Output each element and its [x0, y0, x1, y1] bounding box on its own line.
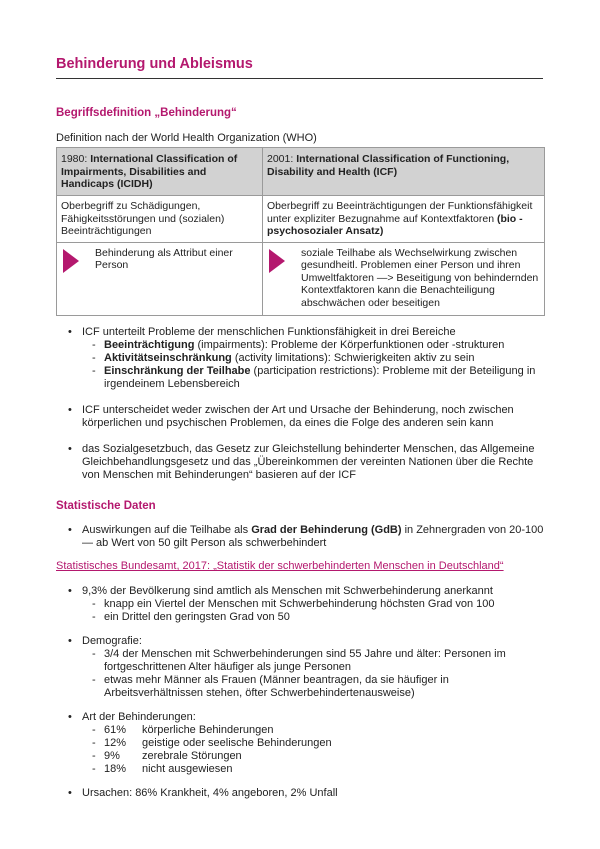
icidh-header: 1980: International Classification of Impairments, Disabilities and Handicaps (ICIDH): [57, 148, 263, 196]
list-item: • ICF unterscheidet weder zwischen der Art und Ursache der Behinderung, noch zwischen körperlichen und psychischen Problemen, da eines die Folge des anderen sein kann: [56, 404, 544, 430]
list-item: • das Sozialgesetzbuch, das Gesetz zur Gleichstellung behinderter Menschen, das Allgemeine Gleichbehandlungsgesetz und das „Übereinkommen der vereinten Nationen über die Rechte von Menschen mit Behinderungen“ basieren auf der ICF: [56, 443, 544, 482]
who-intro: Definition nach der World Health Organization (WHO): [56, 132, 317, 144]
list-subitem: - ein Drittel den geringsten Grad von 50: [82, 611, 544, 624]
icf-note: soziale Teilhabe als Wechselwirkung zwischen gesundheitl. Problemen einer Person und ihren Umweltfaktoren —> Beseitigung von behindernden Kontextfaktoren kann die Benachteiligung abschwächen oder beseitigen: [263, 242, 545, 315]
icidh-definition: Oberbegriff zu Schädigungen, Fähigkeitsstörungen und (sozialen) Beeinträchtigungen: [57, 196, 263, 243]
statistics-bullet-list: [56, 585, 544, 800]
list-subitem: - knapp ein Viertel der Menschen mit Schwerbehinderung höchsten Grad von 100: [82, 598, 544, 611]
arrow-right-icon: [63, 249, 79, 273]
source-link[interactable]: Statistisches Bundesamt, 2017: „Statistik der schwerbehinderten Menschen in Deutschland“: [56, 560, 504, 572]
who-comparison-table: [56, 147, 545, 316]
section-heading-statistics: Statistische Daten: [56, 500, 156, 512]
icf-definition: Oberbegriff zu Beeinträchtigungen der Funktionsfähigkeit unter expliziter Bezugnahme auf Kontextfaktoren (bio - psychosozialer Ansatz): [263, 196, 545, 243]
icidh-note: Behinderung als Attribut einer Person: [57, 242, 263, 315]
arrow-right-icon: [269, 249, 285, 273]
list-subitem: - 3/4 der Menschen mit Schwerbehinderungen sind 55 Jahre und älter: Personen im fortgeschrittenen Alter häufiger als junge Personen: [82, 648, 544, 674]
list-subitem: - 18% nicht ausgewiesen: [82, 763, 544, 776]
list-subitem: - Aktivitätseinschränkung (activity limitations): Schwierigkeiten aktiv zu sein: [82, 352, 544, 365]
gdb-bullet-list: [56, 524, 544, 550]
page-title: Behinderung und Ableismus: [56, 56, 253, 72]
list-subitem: - 9% zerebrale Störungen: [82, 750, 544, 763]
title-divider: [56, 78, 543, 79]
icf-bullet-list: [56, 326, 544, 482]
list-subitem: - 12% geistige oder seelische Behinderungen: [82, 737, 544, 750]
list-item: • Ursachen: 86% Krankheit, 4% angeboren, 2% Unfall: [56, 787, 544, 800]
list-item: • Demografie: - 3/4 der Menschen mit Schwerbehinderungen sind 55 Jahre und älter: Personen im fortgeschrittenen Alter häufiger als junge Personen - etwas mehr Männer als Frauen (Männer beantragen, da sie häufiger in Arbeitsverhältnissen stehen, öfter Schwerbehindertenausweise): [56, 635, 544, 700]
list-item: • Art der Behinderungen: - 61% körperliche Behinderungen - 12% geistige oder seelische Behinderungen - 9% zerebrale Störungen - 18% nicht ausgewiesen: [56, 711, 544, 776]
list-subitem: - Einschränkung der Teilhabe (participation restrictions): Probleme mit der Beteiligung in irgendeinem Lebensbereich: [82, 365, 544, 391]
section-heading-definition: Begriffsdefinition „Behinderung“: [56, 107, 237, 119]
list-subitem: - etwas mehr Männer als Frauen (Männer beantragen, da sie häufiger in Arbeitsverhältnissen stehen, öfter Schwerbehindertenausweise): [82, 674, 544, 700]
icf-header: 2001: International Classification of Functioning, Disability and Health (ICF): [263, 148, 545, 196]
list-subitem: - Beeinträchtigung (impairments): Probleme der Körperfunktionen oder -strukturen: [82, 339, 544, 352]
list-item: • ICF unterteilt Probleme der menschlichen Funktionsfähigkeit in drei Bereiche - Beeinträchtigung (impairments): Probleme der Körperfunktionen oder -strukturen - Aktivitätseinschränkung (activity limitations): Schwierigkeiten aktiv zu sein - Einschränkung der Teilhabe (participation restrictions): Probleme mit der Beteiligung in irgendeinem Lebensbereich: [56, 326, 544, 391]
list-item: • Auswirkungen auf die Teilhabe als Grad der Behinderung (GdB) in Zehnergraden von 20-100 — ab Wert von 50 gilt Person als schwerbehindert: [56, 524, 544, 550]
list-item: • 9,3% der Bevölkerung sind amtlich als Menschen mit Schwerbehinderung anerkannt - knapp ein Viertel der Menschen mit Schwerbehinderung höchsten Grad von 100 - ein Drittel den geringsten Grad von 50: [56, 585, 544, 624]
list-subitem: - 61% körperliche Behinderungen: [82, 724, 544, 737]
